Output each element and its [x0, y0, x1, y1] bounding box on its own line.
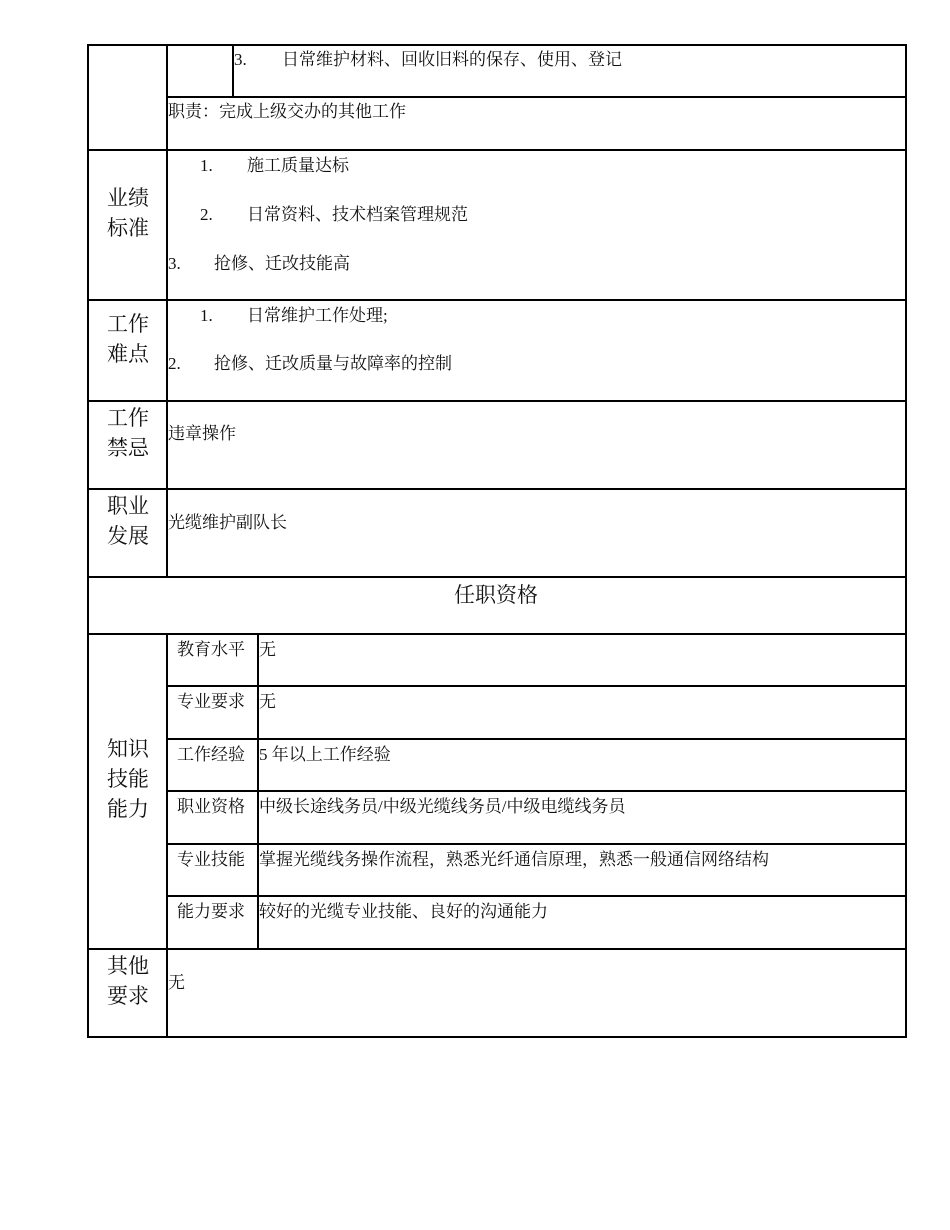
- table-border-right: [905, 44, 907, 1038]
- top-row1-text: 日常维护材料、回收旧料的保存、使用、登记: [282, 50, 622, 69]
- other-label-line2: 要求: [107, 984, 149, 1008]
- performance-label: [89, 183, 167, 243]
- difficulty-label-line2: 难点: [107, 342, 149, 366]
- table-border-top: [87, 44, 907, 46]
- qual-key-major: 专业要求: [177, 692, 245, 711]
- qual-key-skills: 专业技能: [177, 850, 245, 869]
- qualifications-title: 任职资格: [454, 583, 538, 607]
- qual-sep-2: [166, 738, 907, 740]
- qual-key-certification: 职业资格: [177, 797, 245, 816]
- performance-item-2-text: 日常资料、技术档案管理规范: [247, 205, 468, 224]
- other-label: [89, 951, 167, 1011]
- row-sep-5: [87, 576, 907, 578]
- qual-value-ability: 较好的光缆专业技能、良好的沟通能力: [259, 902, 548, 921]
- qual-value-education: 无: [259, 640, 276, 659]
- performance-label-line1: 业绩: [107, 186, 149, 210]
- other-text: 无: [168, 973, 185, 992]
- performance-label-line2: 标准: [107, 216, 149, 240]
- qualifications-label: [89, 734, 167, 824]
- top-row2-text: 职责：完成上级交办的其他工作: [168, 102, 406, 121]
- qualifications-label-line3: 能力: [107, 797, 149, 821]
- career-text: 光缆维护副队长: [168, 513, 287, 532]
- top-row1-number: 3.: [234, 50, 247, 69]
- difficulty-item-2-text: 抢修、迁改质量与故障率的控制: [214, 354, 452, 373]
- career-label-line2: 发展: [107, 524, 149, 548]
- row-sep-1: [87, 149, 907, 151]
- taboo-label-line1: 工作: [107, 406, 149, 430]
- qual-value-certification: 中级长途线务员/中级光缆线务员/中级电缆线务员: [259, 797, 626, 816]
- qual-sep-4: [166, 843, 907, 845]
- taboo-label: [89, 403, 167, 463]
- qual-value-experience: 5 年以上工作经验: [259, 745, 391, 764]
- qual-key-education: 教育水平: [177, 640, 245, 659]
- top-row-divider: [166, 96, 907, 98]
- taboo-text: 违章操作: [168, 424, 236, 443]
- qual-sep-5: [166, 895, 907, 897]
- qualifications-label-line1: 知识: [107, 737, 149, 761]
- career-label-line1: 职业: [107, 494, 149, 518]
- difficulty-label-line1: 工作: [107, 312, 149, 336]
- taboo-label-line2: 禁忌: [107, 436, 149, 460]
- qualifications-label-line2: 技能: [107, 767, 149, 791]
- table-border-bottom: [87, 1036, 907, 1038]
- row-sep-4: [87, 488, 907, 490]
- other-label-line1: 其他: [107, 954, 149, 978]
- difficulty-label: [89, 309, 167, 369]
- performance-item-3-number: 3.: [168, 254, 181, 273]
- difficulty-item-1-number: 1.: [200, 306, 213, 325]
- qual-value-skills: 掌握光缆线务操作流程，熟悉光纤通信原理，熟悉一般通信网络结构: [259, 850, 769, 869]
- performance-item-1-number: 1.: [200, 156, 213, 175]
- qual-value-major: 无: [259, 692, 276, 711]
- performance-item-3-text: 抢修、迁改技能高: [214, 254, 350, 273]
- difficulty-item-2-number: 2.: [168, 354, 181, 373]
- row-sep-2: [87, 299, 907, 301]
- qual-sep-3: [166, 790, 907, 792]
- qual-key-ability: 能力要求: [177, 902, 245, 921]
- row-sep-7: [87, 948, 907, 950]
- row-sep-3: [87, 400, 907, 402]
- qual-sep-1: [166, 685, 907, 687]
- row-sep-6: [87, 633, 907, 635]
- qual-key-experience: 工作经验: [177, 745, 245, 764]
- difficulty-item-1-text: 日常维护工作处理;: [247, 306, 388, 325]
- career-label: [89, 491, 167, 551]
- performance-item-1-text: 施工质量达标: [247, 156, 349, 175]
- performance-item-2-number: 2.: [200, 205, 213, 224]
